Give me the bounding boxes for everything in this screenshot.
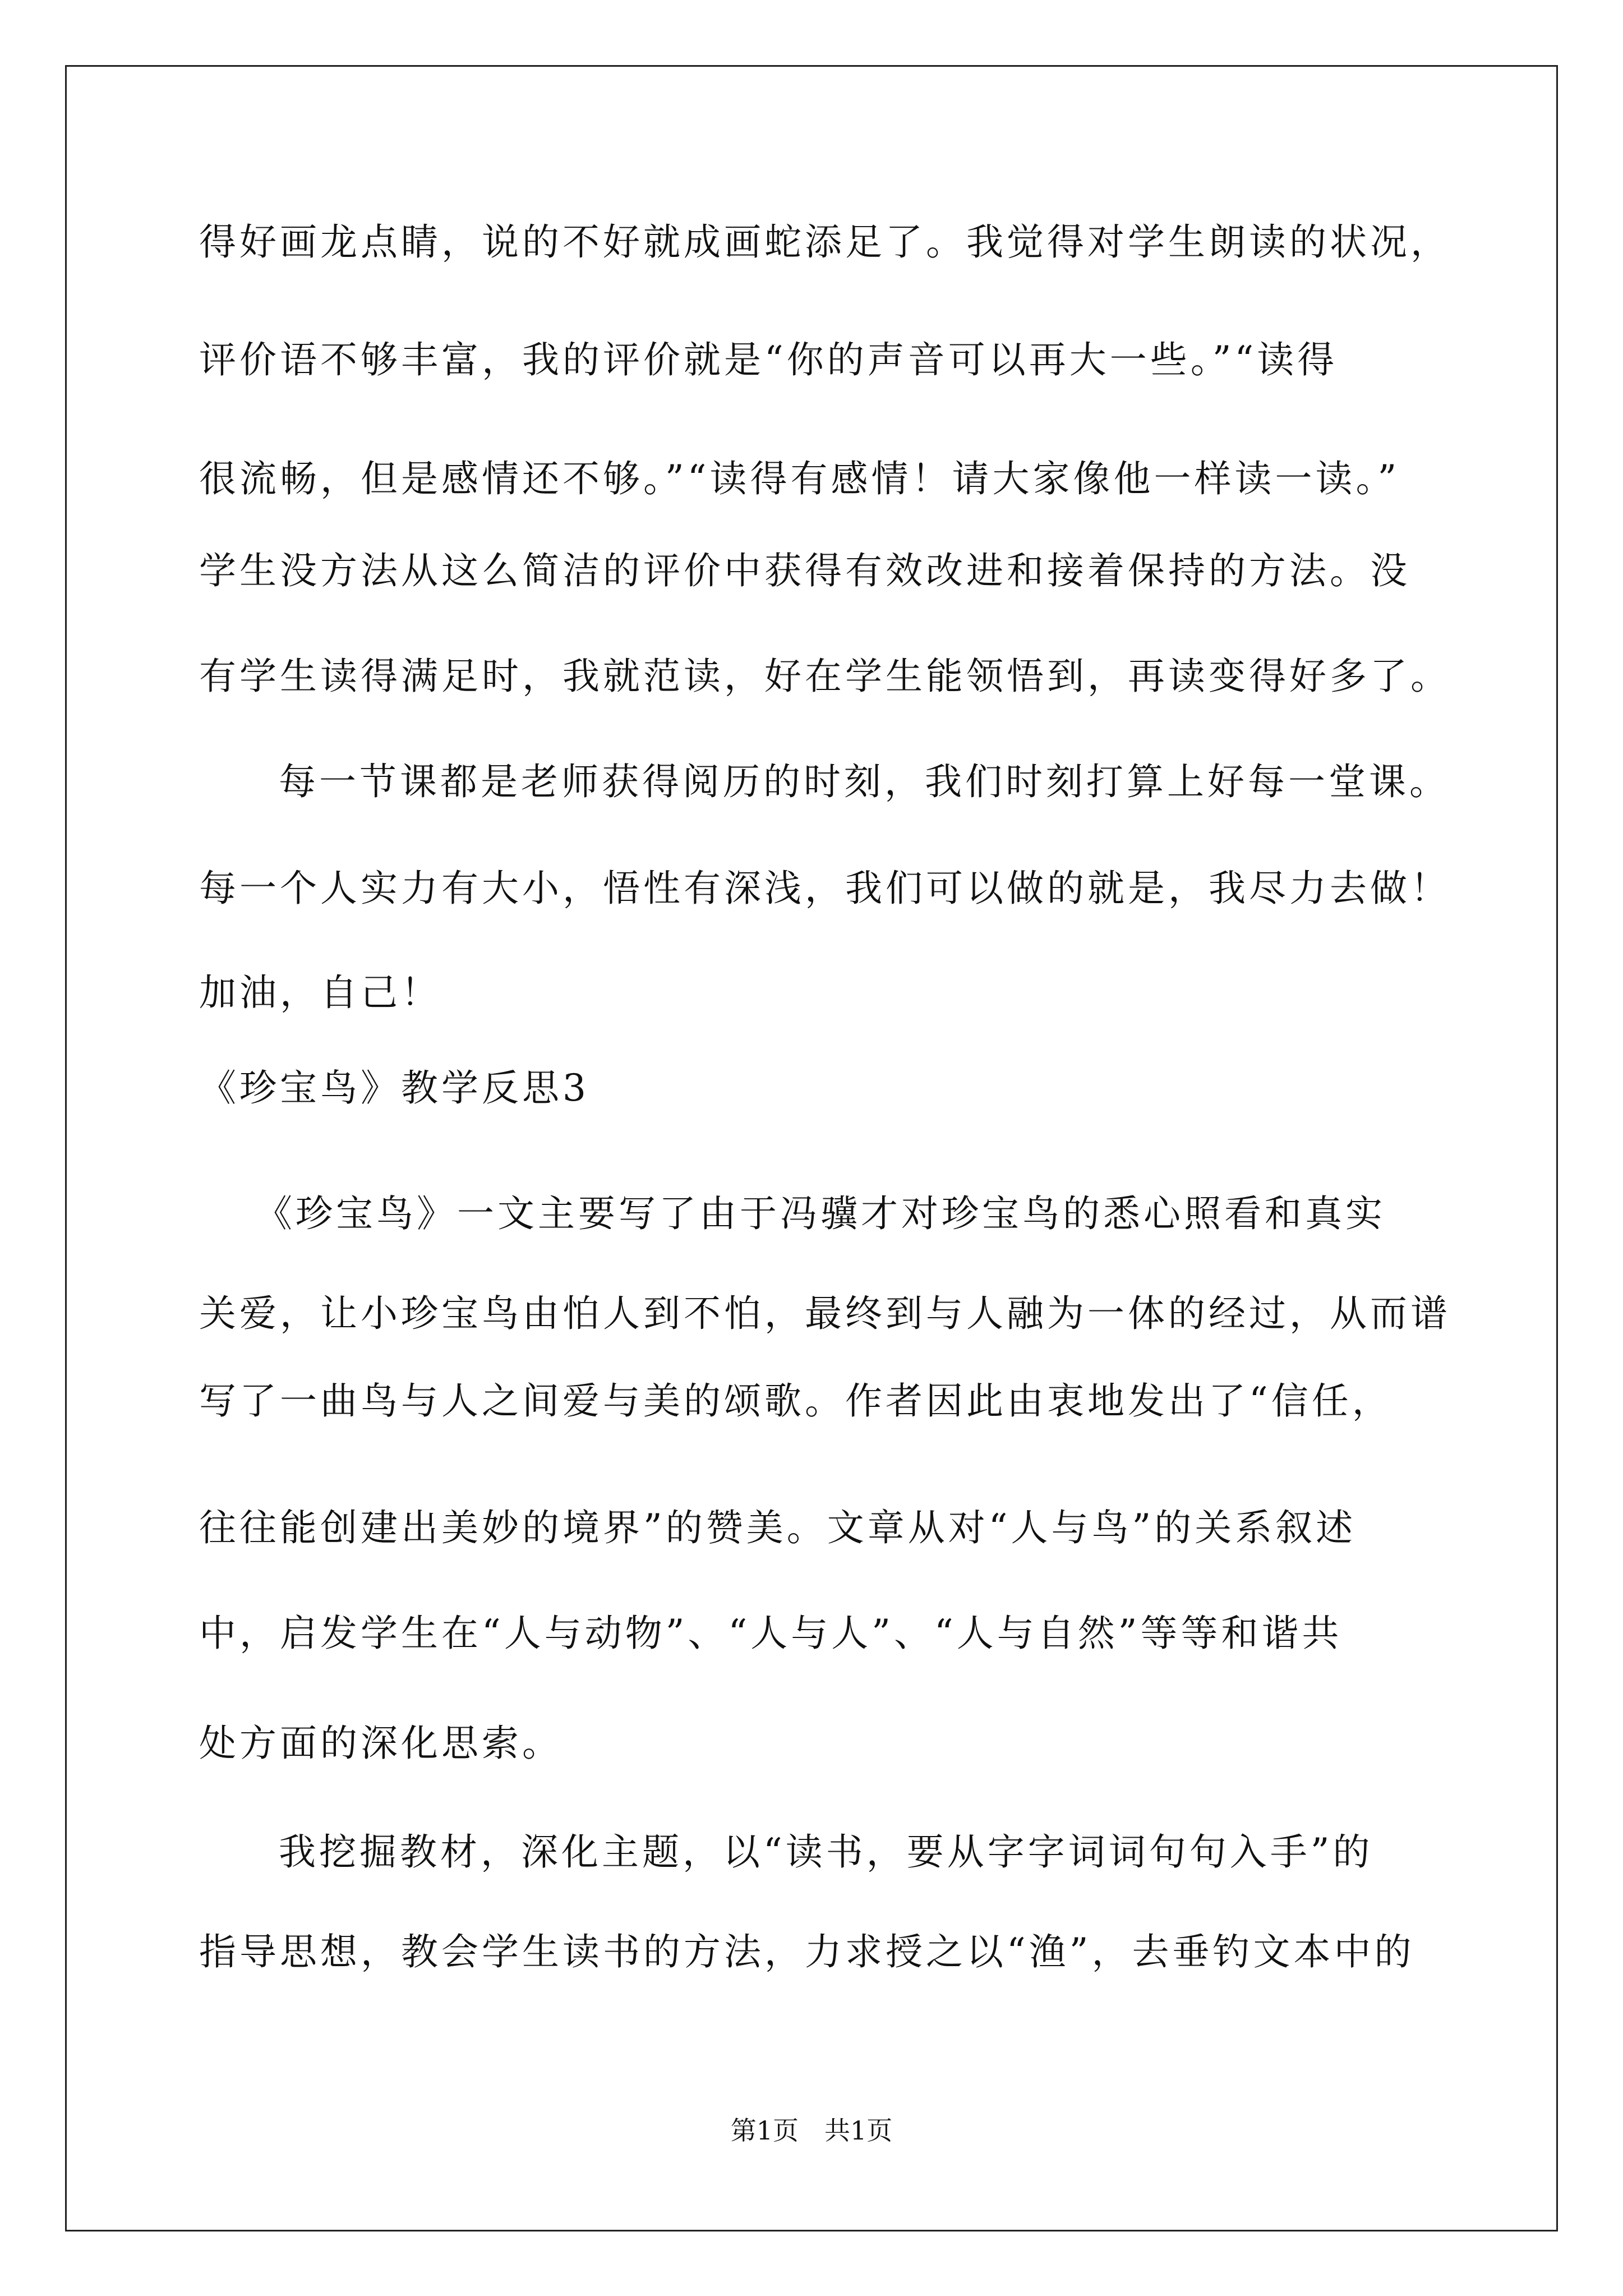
page-border xyxy=(65,65,1558,2231)
section-heading: 《珍宝鸟》教学反思3 xyxy=(199,1066,589,1110)
text-line: 写了一曲鸟与人之间爱与美的颂歌。作者因此由衷地发出了“信任， xyxy=(199,1379,1393,1423)
text-line: 往往能创建出美妙的境界”的赞美。文章从对“人与鸟”的关系叙述 xyxy=(199,1506,1357,1549)
text-line: 每一个人实力有大小，悟性有深浅，我们可以做的就是，我尽力去做！ xyxy=(199,867,1451,910)
text-line: 处方面的深化思索。 xyxy=(199,1722,562,1765)
text-line: 有学生读得满足时，我就范读，好在学生能领悟到，再读变得好多了。 xyxy=(199,655,1451,698)
text-line: 关爱，让小珍宝鸟由怕人到不怕，最终到与人融为一体的经过，从而谱 xyxy=(199,1292,1451,1335)
text-line: 很流畅，但是感情还不够。”“读得有感情！请大家像他一样读一读。” xyxy=(199,457,1400,500)
page-footer: 第1页 共1页 xyxy=(730,2115,893,2146)
text-line: 加油，自己！ xyxy=(199,971,441,1014)
text-line: 学生没方法从这么简洁的评价中获得有效改进和接着保持的方法。没 xyxy=(199,549,1410,592)
text-line: 得好画龙点睛，说的不好就成画蛇添足了。我觉得对学生朗读的状况， xyxy=(199,220,1451,264)
paragraph-first-line: 《珍宝鸟》一文主要写了由于冯骥才对珍宝鸟的悉心照看和真实 xyxy=(255,1192,1386,1235)
paragraph-first-line: 我挖掘教材，深化主题，以“读书，要从字字词词句句入手”的 xyxy=(279,1830,1373,1874)
paragraph-first-line: 每一节课都是老师获得阅历的时刻，我们时刻打算上好每一堂课。 xyxy=(279,760,1450,803)
text-line: 中，启发学生在“人与动物”、“人与人”、“人与自然”等等和谐共 xyxy=(199,1612,1343,1655)
text-line: 评价语不够丰富，我的评价就是“你的声音可以再大一些。”“读得 xyxy=(199,338,1338,381)
text-line: 指导思想，教会学生读书的方法，力求授之以“渔”，去垂钓文本中的 xyxy=(199,1930,1415,1973)
